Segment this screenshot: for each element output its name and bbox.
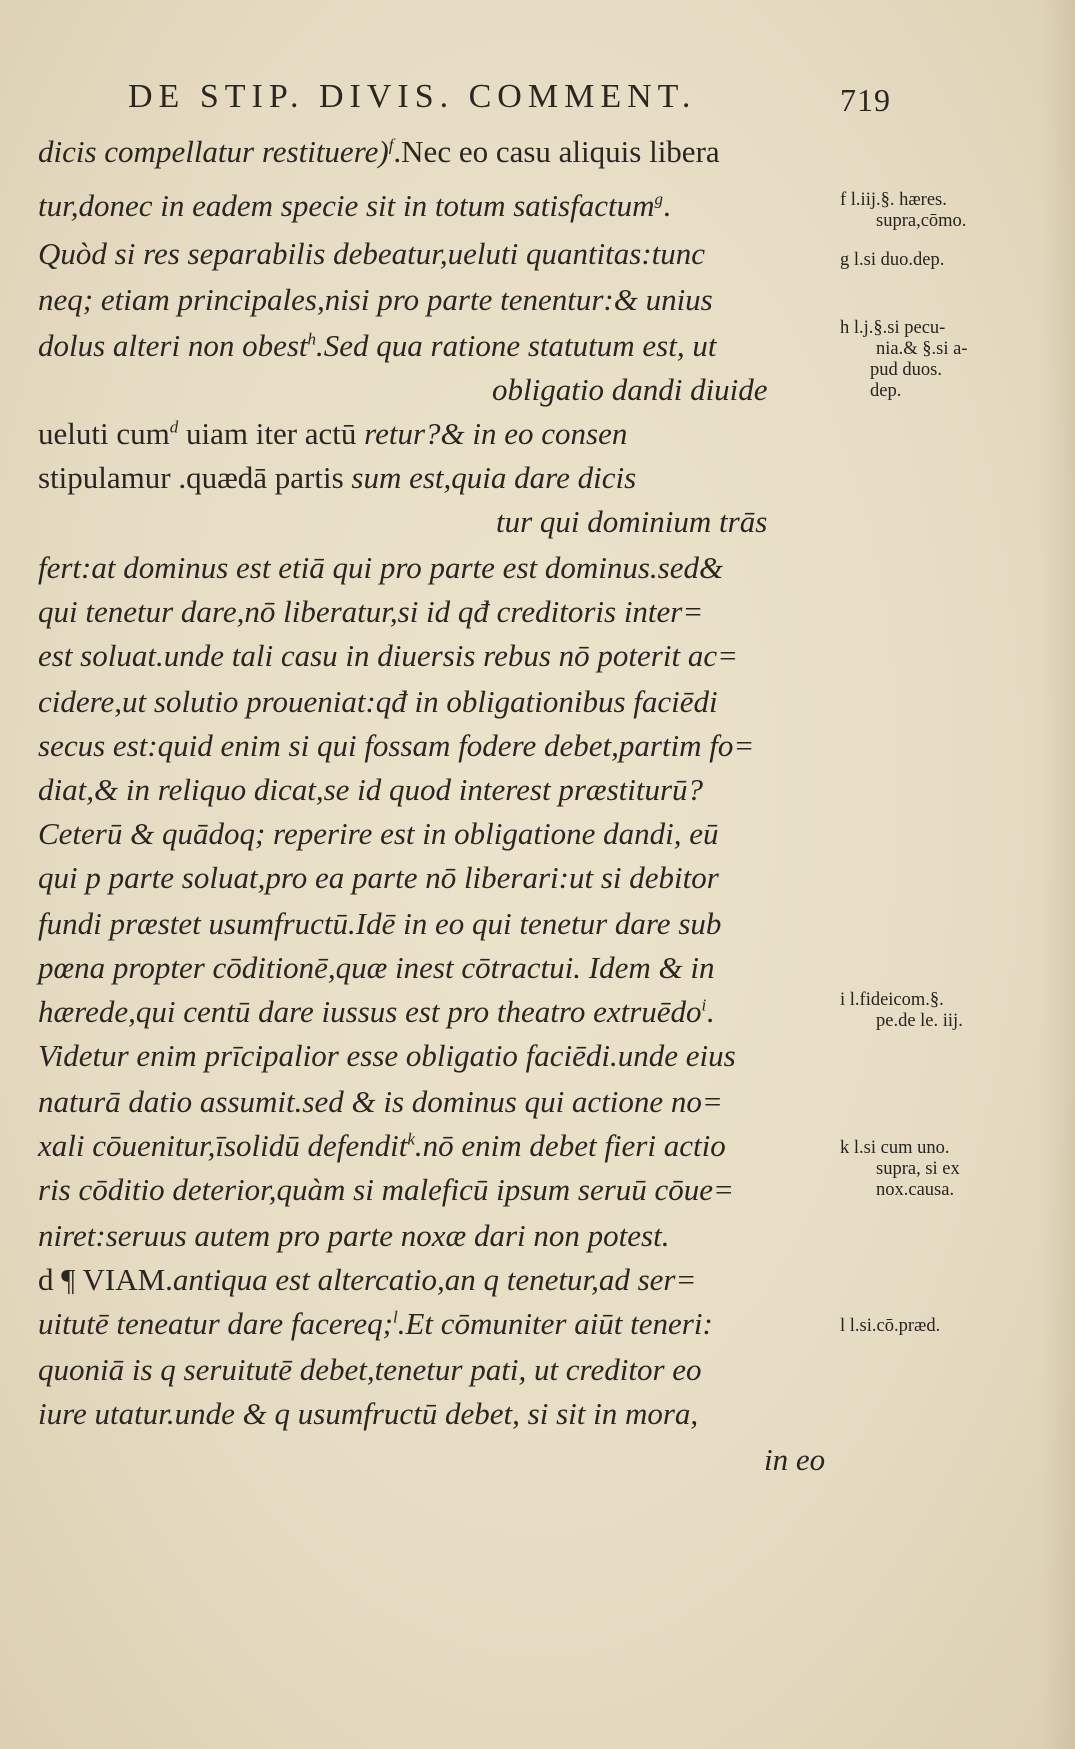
- text-line: est soluat.unde tali casu in diuersis rebus nō poterit ac=: [38, 638, 739, 673]
- text-line: fert:at dominus est etiā qui pro parte est dominus.sed&: [38, 550, 724, 585]
- text-line: pœna propter cōditionē,quæ inest cōtractui. Idem & in: [38, 950, 715, 985]
- note-line: g l.si duo.dep.: [840, 250, 945, 270]
- note-line: i l.fideicom.§.: [840, 990, 944, 1010]
- text-span: hærede,qui centū dare iussus est pro theatro extruēdo: [38, 994, 702, 1029]
- text-line: niret:seruus autem pro parte noxæ dari non potest.: [38, 1218, 670, 1253]
- text-line: qui p parte soluat,pro ea parte nō liberari:ut si debitor: [38, 860, 719, 895]
- margin-note-f: [840, 190, 966, 232]
- catchword: in eo: [764, 1442, 826, 1477]
- text-span: .: [662, 188, 671, 223]
- text-span: retur?& in eo consen: [356, 416, 628, 451]
- text-line: secus est:quid enim si qui fossam fodere debet,partim fo=: [38, 728, 755, 763]
- note-line: k l.si cum uno.: [840, 1138, 950, 1158]
- note-line: pud duos.: [870, 360, 942, 380]
- note-ref: h: [307, 329, 317, 349]
- folio-number: 719: [840, 82, 891, 118]
- text-line: cidere,ut solutio proueniat:qđ in obligationibus faciēdi: [38, 684, 718, 719]
- text-span: xali cōuenitur,īsolidū defendit: [38, 1128, 408, 1163]
- text-span: .nō enim debet fieri actio: [414, 1128, 726, 1163]
- margin-note-h: [840, 318, 967, 402]
- text-line: [38, 412, 627, 456]
- text-line: qui tenetur dare,nō liberatur,si id qđ creditoris inter=: [38, 594, 704, 629]
- text-line: Videtur enim prīcipalior esse obligatio faciēdi.unde eius: [38, 1038, 736, 1073]
- note-line: nox.causa.: [876, 1180, 955, 1200]
- text-span: sum est,quia dare dicis: [343, 460, 637, 495]
- text-line: iure utatur.unde & q usumfructū debet, si sit in mora,: [38, 1396, 699, 1431]
- text-span: ueluti cum: [38, 416, 170, 451]
- text-line: naturā datio assumit.sed & is dominus qui actione no=: [38, 1084, 723, 1119]
- text-line: fundi præstet usumfructū.Idē in eo qui tenetur dare sub: [38, 906, 722, 941]
- text-line: [38, 1258, 696, 1302]
- text-span: .: [706, 994, 715, 1029]
- note-ref: k: [407, 1129, 415, 1149]
- note-line: dep.: [870, 381, 902, 401]
- text-line: quoniā is q seruitutē debet,tenetur pati, ut creditor eo: [38, 1352, 702, 1387]
- text-span: .Sed qua ratione statutum est, ut: [316, 328, 717, 363]
- note-ref: d: [169, 417, 179, 437]
- note-line: supra, si ex: [876, 1159, 960, 1179]
- text-line: [38, 990, 714, 1034]
- page-edge-shadow: [1041, 0, 1075, 1749]
- text-line: [38, 184, 671, 228]
- text-span: dicis compellatur restituere): [38, 134, 389, 169]
- note-line: f l.iij.§. hæres.: [840, 190, 947, 210]
- text-line: diat,& in reliquo dicat,se id quod interest præstiturū?: [38, 772, 704, 807]
- text-line: [38, 456, 636, 500]
- note-line: nia.& §.si a-: [876, 339, 968, 359]
- note-line: pe.de le. iij.: [876, 1011, 963, 1031]
- text-line: [38, 130, 720, 174]
- text-line: Quòd si res separabilis debeatur,ueluti quantitas:tunc: [38, 236, 706, 271]
- text-line: [38, 1124, 726, 1168]
- text-span: uitutē teneatur dare facereq;: [38, 1306, 393, 1341]
- note-ref: f: [388, 135, 394, 155]
- margin-note-g: [840, 250, 944, 271]
- text-line: [38, 324, 716, 368]
- note-line: l l.si.cō.præd.: [840, 1316, 941, 1336]
- text-span: dolus alteri non obest: [38, 328, 308, 363]
- text-line: tur qui dominium trās: [496, 504, 768, 539]
- text-line: neq; etiam principales,nisi pro parte tenentur:& unius: [38, 282, 713, 317]
- margin-note-l: [840, 1316, 940, 1337]
- note-ref: g: [654, 189, 663, 209]
- text-line: ris cōditio deterior,quàm si maleficū ipsum seruū cōue=: [38, 1172, 734, 1207]
- text-span: uiam iter actū: [178, 416, 357, 451]
- note-line: h l.j.§.si pecu-: [840, 318, 946, 338]
- text-line: obligatio dandi diuide: [492, 372, 768, 407]
- section-marker: d ¶ VIAM.: [38, 1262, 173, 1297]
- running-title: DE STIP. DIVIS. COMMENT.: [128, 78, 697, 115]
- text-span: tur,donec in eadem specie sit in totum satisfactum: [38, 188, 655, 223]
- note-line: supra,cōmo.: [876, 211, 967, 231]
- text-span: antiqua est altercatio,an q tenetur,ad ser=: [172, 1262, 697, 1297]
- text-span: stipulamur .quædā partis: [38, 460, 344, 495]
- text-span: .Et cōmuniter aiūt teneri:: [397, 1306, 713, 1341]
- text-line: Ceterū & quādoq; reperire est in obligatione dandi, eū: [38, 816, 719, 851]
- margin-note-k: [840, 1138, 960, 1201]
- margin-note-i: [840, 990, 963, 1032]
- text-line: [38, 1302, 713, 1346]
- note-ref: l: [392, 1307, 398, 1327]
- text-span: .Nec eo casu aliquis libera: [393, 134, 720, 169]
- note-ref: i: [701, 995, 707, 1015]
